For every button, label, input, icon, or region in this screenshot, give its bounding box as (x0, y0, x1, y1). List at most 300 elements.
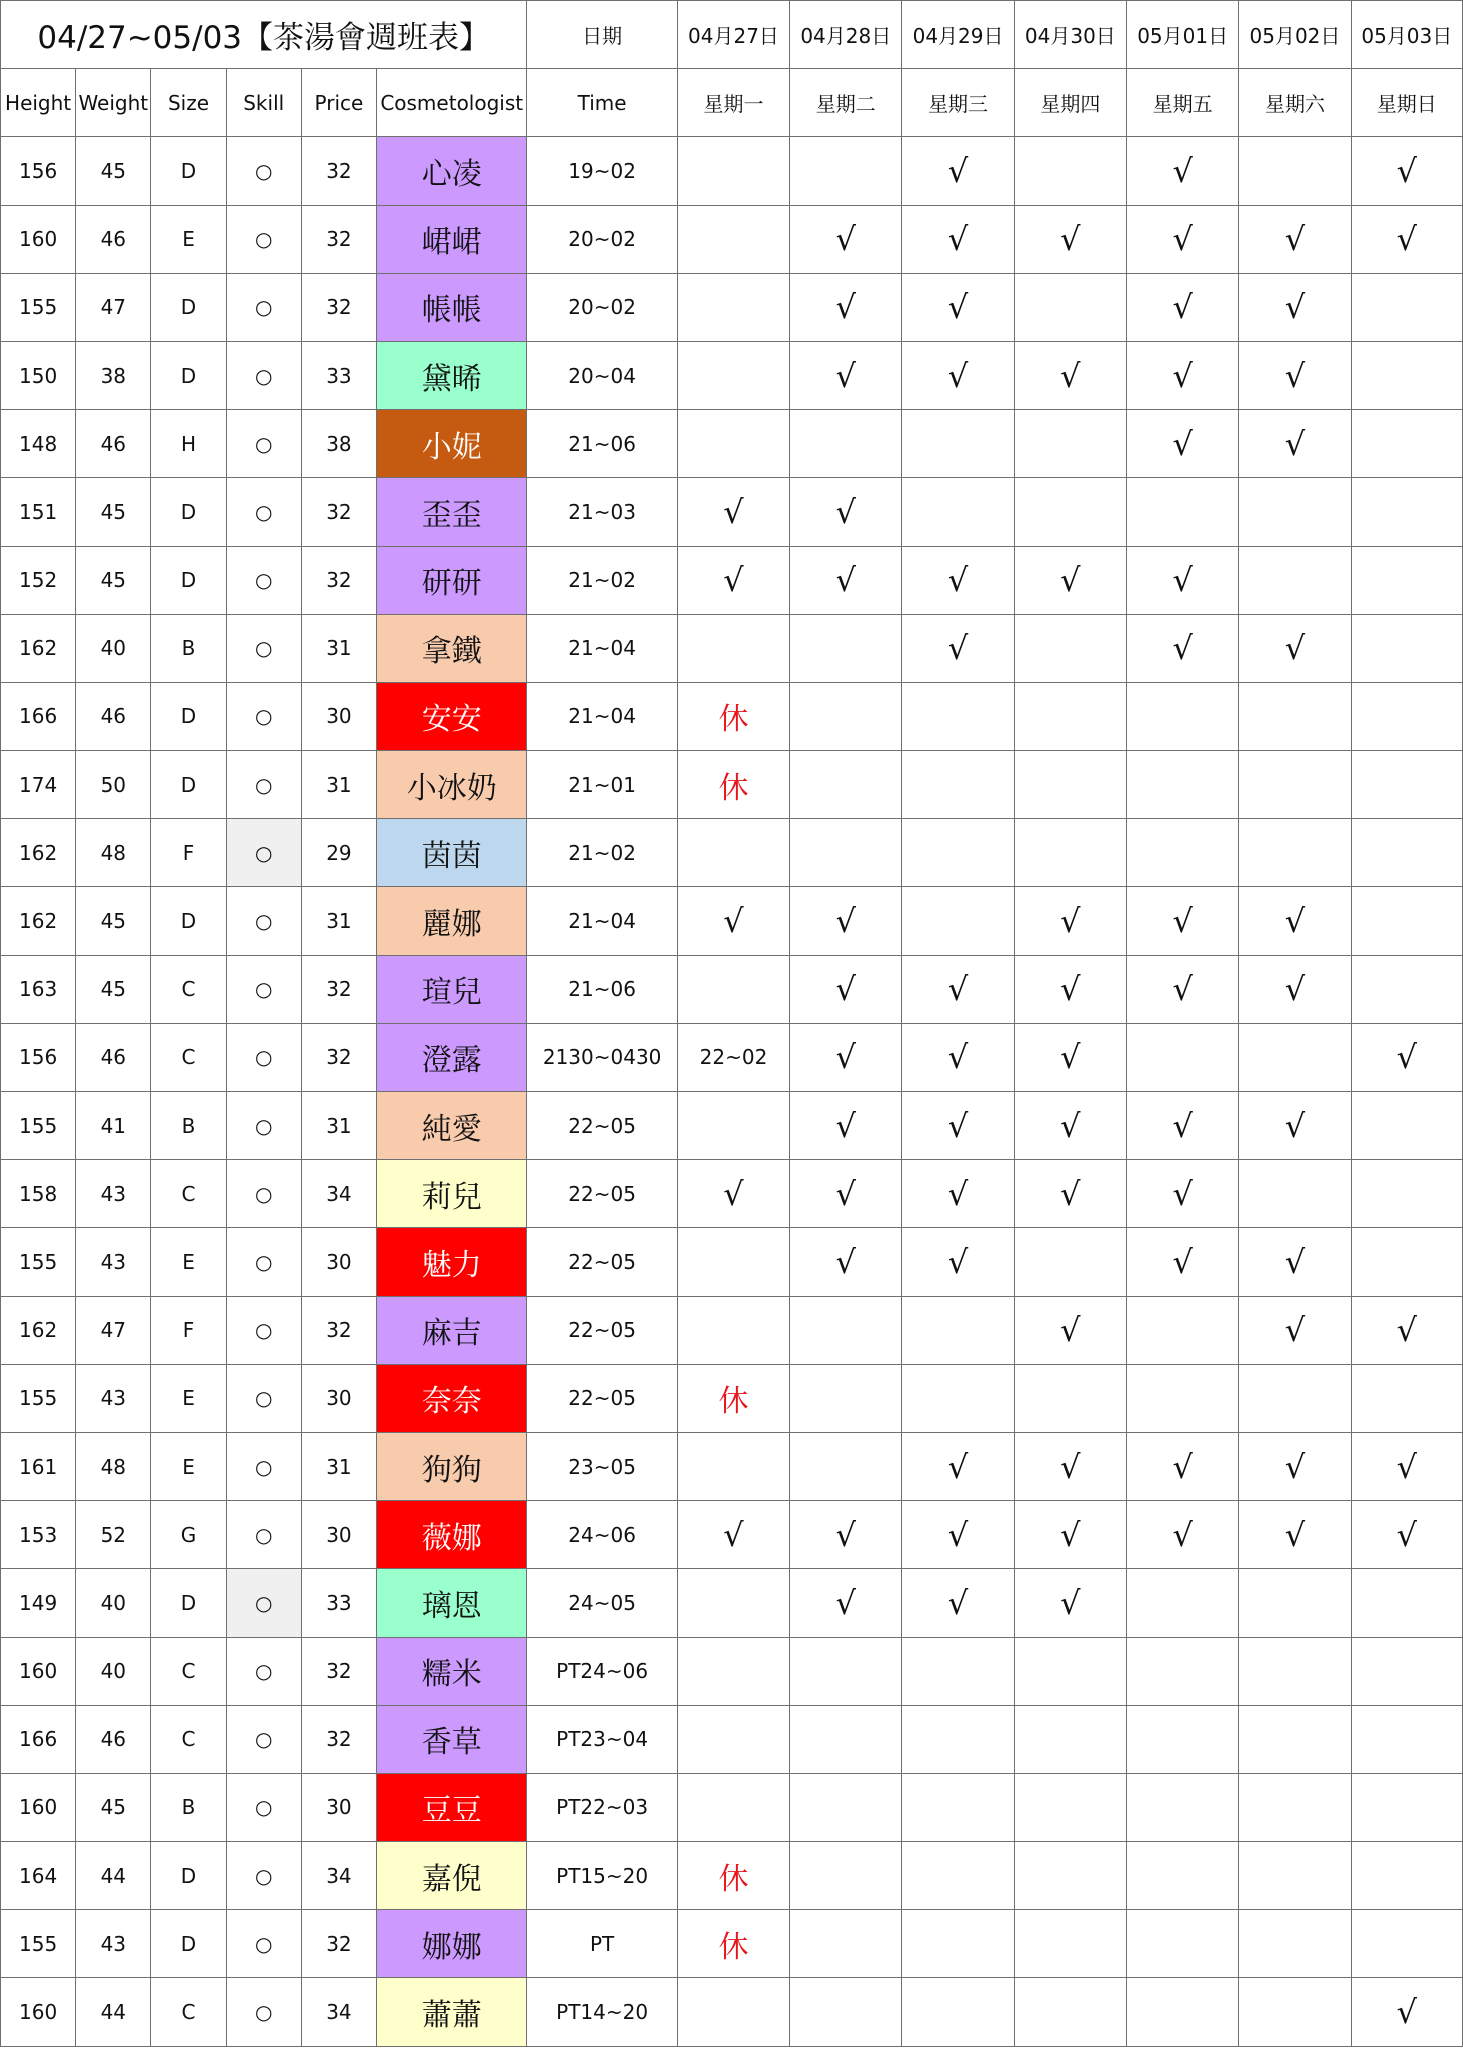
height-cell: 155 (1, 273, 76, 341)
day-cell (790, 1432, 902, 1500)
day-cell (677, 205, 789, 273)
day-cell (677, 410, 789, 478)
weight-cell: 45 (76, 137, 151, 205)
height-cell: 155 (1, 1910, 76, 1978)
day-cell: √ (1127, 1501, 1239, 1569)
day-cell (790, 614, 902, 682)
day-cell: √ (1239, 1432, 1351, 1500)
table-row (1, 1842, 1463, 1910)
weight-cell: 48 (76, 819, 151, 887)
table-row (1, 614, 1463, 682)
day-cell: √ (1239, 1501, 1351, 1569)
day-cell (1127, 1910, 1239, 1978)
day-cell (1014, 1364, 1126, 1432)
day-cell: √ (790, 478, 902, 546)
day-cell (677, 1296, 789, 1364)
day-cell: 休 (677, 751, 789, 819)
time-cell: 2130~0430 (527, 1023, 677, 1091)
price-cell: 29 (301, 819, 376, 887)
day-cell: √ (1127, 546, 1239, 614)
price-cell: 30 (301, 1501, 376, 1569)
weight-cell: 43 (76, 1910, 151, 1978)
table-row (1, 1910, 1463, 1978)
skill-cell: ○ (226, 1228, 301, 1296)
skill-cell: ○ (226, 1637, 301, 1705)
size-cell: G (151, 1501, 226, 1569)
time-cell: PT24~06 (527, 1637, 677, 1705)
height-cell: 152 (1, 546, 76, 614)
day-cell (1239, 478, 1351, 546)
height-cell: 166 (1, 1705, 76, 1773)
table-row (1, 1432, 1463, 1500)
time-cell: 21~02 (527, 546, 677, 614)
day-cell: √ (790, 955, 902, 1023)
size-cell: D (151, 137, 226, 205)
day-cell: √ (1014, 1023, 1126, 1091)
cosmetologist-name: 小冰奶 (377, 751, 527, 819)
time-cell: 19~02 (527, 137, 677, 205)
height-cell: 162 (1, 887, 76, 955)
height-cell: 155 (1, 1364, 76, 1432)
size-cell: D (151, 546, 226, 614)
price-cell: 32 (301, 273, 376, 341)
day-cell (1239, 1842, 1351, 1910)
skill-cell: ○ (226, 1092, 301, 1160)
price-cell: 34 (301, 1842, 376, 1910)
day-cell: 22~02 (677, 1023, 789, 1091)
table-row (1, 1637, 1463, 1705)
skill-cell: ○ (226, 341, 301, 409)
time-cell: 21~02 (527, 819, 677, 887)
day-cell (1239, 819, 1351, 887)
day-cell: √ (1127, 137, 1239, 205)
day-cell (902, 410, 1014, 478)
day-cell (1239, 1569, 1351, 1637)
skill-cell: ○ (226, 819, 301, 887)
day-cell: √ (790, 1092, 902, 1160)
day-cell (902, 682, 1014, 750)
day-cell: √ (1127, 1092, 1239, 1160)
cosmetologist-name: 心凌 (377, 137, 527, 205)
weight-cell: 38 (76, 341, 151, 409)
cosmetologist-name: 帳帳 (377, 273, 527, 341)
day-cell (790, 751, 902, 819)
height-cell: 166 (1, 682, 76, 750)
day-cell: √ (902, 273, 1014, 341)
size-cell: C (151, 1637, 226, 1705)
day-cell (677, 1705, 789, 1773)
day-cell (1239, 1637, 1351, 1705)
day-cell (1014, 819, 1126, 887)
day-cell (902, 478, 1014, 546)
size-cell: D (151, 1910, 226, 1978)
day-cell: √ (1014, 341, 1126, 409)
skill-cell: ○ (226, 1432, 301, 1500)
day-cell (1239, 751, 1351, 819)
time-header: Time (527, 69, 677, 137)
size-cell: C (151, 1705, 226, 1773)
day-cell (1351, 614, 1462, 682)
day-cell (902, 1296, 1014, 1364)
day-cell (790, 1910, 902, 1978)
size-cell: E (151, 205, 226, 273)
cosmetologist-header: Cosmetologist (377, 69, 527, 137)
time-cell: 24~05 (527, 1569, 677, 1637)
day-cell (1127, 1842, 1239, 1910)
day-cell (677, 273, 789, 341)
column-header-row (1, 69, 1463, 137)
table-row (1, 682, 1463, 750)
weight-cell: 48 (76, 1432, 151, 1500)
day-cell (1351, 819, 1462, 887)
cosmetologist-name: 峮峮 (377, 205, 527, 273)
cosmetologist-name: 茵茵 (377, 819, 527, 887)
day-cell: √ (1127, 614, 1239, 682)
day-cell (1127, 819, 1239, 887)
skill-cell: ○ (226, 137, 301, 205)
price-header: Price (301, 69, 376, 137)
height-cell: 148 (1, 410, 76, 478)
table-row (1, 1023, 1463, 1091)
day-cell: √ (790, 1160, 902, 1228)
day-cell (1239, 1978, 1351, 2046)
day-cell: √ (1014, 1569, 1126, 1637)
day-cell (1239, 137, 1351, 205)
size-cell: C (151, 1160, 226, 1228)
height-cell: 162 (1, 614, 76, 682)
table-row (1, 1705, 1463, 1773)
day-cell: √ (1014, 546, 1126, 614)
day-cell (790, 1842, 902, 1910)
day-cell (902, 751, 1014, 819)
cosmetologist-name: 嘉倪 (377, 1842, 527, 1910)
weekday-header: 星期二 (790, 69, 902, 137)
day-cell: √ (677, 478, 789, 546)
time-cell: 24~06 (527, 1501, 677, 1569)
skill-cell: ○ (226, 1501, 301, 1569)
day-cell (790, 819, 902, 887)
day-cell (1127, 1637, 1239, 1705)
height-cell: 156 (1, 1023, 76, 1091)
price-cell: 33 (301, 341, 376, 409)
height-cell: 156 (1, 137, 76, 205)
day-cell: √ (1239, 887, 1351, 955)
date-header: 05月02日 (1239, 1, 1351, 69)
table-row (1, 819, 1463, 887)
day-cell (1014, 410, 1126, 478)
size-cell: D (151, 341, 226, 409)
day-cell: √ (902, 1569, 1014, 1637)
day-cell (1014, 1228, 1126, 1296)
height-cell: 160 (1, 1773, 76, 1841)
day-cell: √ (790, 205, 902, 273)
weight-cell: 44 (76, 1978, 151, 2046)
height-cell: 161 (1, 1432, 76, 1500)
day-cell: √ (1014, 1501, 1126, 1569)
time-cell: PT22~03 (527, 1773, 677, 1841)
day-cell: √ (902, 1501, 1014, 1569)
height-cell: 150 (1, 341, 76, 409)
day-cell (677, 1432, 789, 1500)
cosmetologist-name: 薇娜 (377, 1501, 527, 1569)
day-cell (1014, 682, 1126, 750)
price-cell: 34 (301, 1160, 376, 1228)
weight-cell: 45 (76, 887, 151, 955)
price-cell: 32 (301, 1637, 376, 1705)
table-row (1, 751, 1463, 819)
date-header: 05月01日 (1127, 1, 1239, 69)
size-cell: D (151, 1569, 226, 1637)
date-header: 04月29日 (902, 1, 1014, 69)
time-cell: PT15~20 (527, 1842, 677, 1910)
day-cell: √ (790, 887, 902, 955)
day-cell: √ (1127, 410, 1239, 478)
size-cell: B (151, 1773, 226, 1841)
table-row (1, 887, 1463, 955)
date-label: 日期 (527, 1, 677, 69)
skill-cell: ○ (226, 682, 301, 750)
day-cell (790, 1705, 902, 1773)
weekday-header: 星期五 (1127, 69, 1239, 137)
day-cell (677, 137, 789, 205)
day-cell (1014, 1842, 1126, 1910)
weight-cell: 44 (76, 1842, 151, 1910)
day-cell: √ (1127, 955, 1239, 1023)
date-header: 04月28日 (790, 1, 902, 69)
day-cell (1351, 682, 1462, 750)
price-cell: 30 (301, 1228, 376, 1296)
height-cell: 162 (1, 1296, 76, 1364)
size-cell: F (151, 1296, 226, 1364)
day-cell: √ (1239, 410, 1351, 478)
weight-header: Weight (76, 69, 151, 137)
price-cell: 31 (301, 751, 376, 819)
day-cell (1351, 1160, 1462, 1228)
day-cell (1014, 751, 1126, 819)
weight-cell: 52 (76, 1501, 151, 1569)
day-cell: √ (1014, 1296, 1126, 1364)
cosmetologist-name: 歪歪 (377, 478, 527, 546)
height-cell: 155 (1, 1092, 76, 1160)
skill-cell: ○ (226, 1910, 301, 1978)
day-cell: √ (1127, 1160, 1239, 1228)
skill-cell: ○ (226, 410, 301, 478)
day-cell (677, 1569, 789, 1637)
day-cell (1351, 1637, 1462, 1705)
price-cell: 31 (301, 1092, 376, 1160)
weight-cell: 43 (76, 1160, 151, 1228)
day-cell: √ (1014, 1160, 1126, 1228)
size-cell: C (151, 955, 226, 1023)
day-cell (1351, 955, 1462, 1023)
table-row (1, 410, 1463, 478)
skill-cell: ○ (226, 887, 301, 955)
time-cell: 21~06 (527, 410, 677, 478)
size-cell: C (151, 1978, 226, 2046)
cosmetologist-name: 豆豆 (377, 1773, 527, 1841)
height-cell: 164 (1, 1842, 76, 1910)
cosmetologist-name: 狗狗 (377, 1432, 527, 1500)
height-cell: 160 (1, 205, 76, 273)
day-cell: √ (1014, 1092, 1126, 1160)
weekday-header: 星期三 (902, 69, 1014, 137)
weekday-header: 星期四 (1014, 69, 1126, 137)
price-cell: 32 (301, 546, 376, 614)
day-cell (902, 819, 1014, 887)
day-cell: √ (790, 1023, 902, 1091)
day-cell (1127, 751, 1239, 819)
time-cell: 22~05 (527, 1092, 677, 1160)
day-cell: √ (1127, 1228, 1239, 1296)
weight-cell: 50 (76, 751, 151, 819)
weight-cell: 47 (76, 273, 151, 341)
time-cell: 23~05 (527, 1432, 677, 1500)
weight-cell: 46 (76, 1705, 151, 1773)
size-cell: D (151, 1842, 226, 1910)
day-cell: √ (902, 1023, 1014, 1091)
day-cell (1351, 478, 1462, 546)
day-cell (1351, 1842, 1462, 1910)
time-cell: 22~05 (527, 1228, 677, 1296)
time-cell: 22~05 (527, 1160, 677, 1228)
day-cell (1014, 614, 1126, 682)
day-cell (677, 1978, 789, 2046)
day-cell (902, 1705, 1014, 1773)
skill-cell: ○ (226, 1978, 301, 2046)
price-cell: 32 (301, 1296, 376, 1364)
weight-cell: 43 (76, 1228, 151, 1296)
time-cell: 22~05 (527, 1364, 677, 1432)
day-cell (1127, 478, 1239, 546)
weight-cell: 40 (76, 1569, 151, 1637)
day-cell (1127, 1023, 1239, 1091)
day-cell: √ (1351, 205, 1462, 273)
table-row (1, 1773, 1463, 1841)
day-cell (902, 1842, 1014, 1910)
size-cell: F (151, 819, 226, 887)
skill-cell: ○ (226, 1569, 301, 1637)
cosmetologist-name: 純愛 (377, 1092, 527, 1160)
day-cell: √ (1351, 1978, 1462, 2046)
skill-cell: ○ (226, 1364, 301, 1432)
price-cell: 31 (301, 887, 376, 955)
cosmetologist-name: 莉兒 (377, 1160, 527, 1228)
day-cell: √ (1127, 341, 1239, 409)
height-cell: 163 (1, 955, 76, 1023)
table-row (1, 478, 1463, 546)
day-cell: √ (790, 341, 902, 409)
day-cell (677, 819, 789, 887)
price-cell: 30 (301, 1364, 376, 1432)
table-row (1, 273, 1463, 341)
day-cell: √ (1127, 887, 1239, 955)
day-cell (1351, 273, 1462, 341)
skill-cell: ○ (226, 273, 301, 341)
weight-cell: 46 (76, 410, 151, 478)
size-cell: B (151, 1092, 226, 1160)
cosmetologist-name: 糯米 (377, 1637, 527, 1705)
height-cell: 174 (1, 751, 76, 819)
day-cell: √ (1239, 205, 1351, 273)
day-cell: √ (1239, 1228, 1351, 1296)
day-cell (1014, 1773, 1126, 1841)
day-cell: √ (1239, 273, 1351, 341)
size-cell: D (151, 751, 226, 819)
price-cell: 32 (301, 137, 376, 205)
day-cell (677, 1773, 789, 1841)
day-cell (1014, 1910, 1126, 1978)
day-cell: √ (902, 205, 1014, 273)
weight-cell: 47 (76, 1296, 151, 1364)
table-row (1, 205, 1463, 273)
table-row (1, 1978, 1463, 2046)
day-cell: √ (790, 1228, 902, 1296)
height-cell: 151 (1, 478, 76, 546)
day-cell: √ (1351, 1501, 1462, 1569)
time-cell: 21~04 (527, 682, 677, 750)
day-cell (790, 1773, 902, 1841)
weight-cell: 46 (76, 682, 151, 750)
skill-cell: ○ (226, 1296, 301, 1364)
day-cell (1127, 1569, 1239, 1637)
day-cell (1014, 1705, 1126, 1773)
day-cell: √ (1351, 1296, 1462, 1364)
day-cell (790, 1364, 902, 1432)
day-cell: √ (790, 273, 902, 341)
table-row (1, 1364, 1463, 1432)
weight-cell: 46 (76, 205, 151, 273)
table-row (1, 1228, 1463, 1296)
size-cell: C (151, 1023, 226, 1091)
day-cell (677, 1228, 789, 1296)
day-cell (1239, 1910, 1351, 1978)
size-cell: B (151, 614, 226, 682)
day-cell (1014, 478, 1126, 546)
cosmetologist-name: 黛晞 (377, 341, 527, 409)
day-cell (1351, 1364, 1462, 1432)
size-cell: D (151, 682, 226, 750)
day-cell (902, 1773, 1014, 1841)
day-cell (790, 1637, 902, 1705)
cosmetologist-name: 麗娜 (377, 887, 527, 955)
skill-cell: ○ (226, 751, 301, 819)
price-cell: 32 (301, 1910, 376, 1978)
size-cell: E (151, 1228, 226, 1296)
day-cell (1239, 1705, 1351, 1773)
size-cell: E (151, 1432, 226, 1500)
day-cell (902, 887, 1014, 955)
price-cell: 38 (301, 410, 376, 478)
day-cell (677, 1637, 789, 1705)
day-cell: √ (1014, 887, 1126, 955)
day-cell (1127, 1364, 1239, 1432)
height-cell: 160 (1, 1978, 76, 2046)
skill-header: Skill (226, 69, 301, 137)
day-cell: √ (1239, 614, 1351, 682)
day-cell: √ (677, 887, 789, 955)
day-cell (1014, 1978, 1126, 2046)
day-cell (902, 1910, 1014, 1978)
height-cell: 153 (1, 1501, 76, 1569)
day-cell (790, 410, 902, 478)
skill-cell: ○ (226, 955, 301, 1023)
skill-cell: ○ (226, 614, 301, 682)
size-cell: D (151, 273, 226, 341)
day-cell: √ (902, 341, 1014, 409)
day-cell (790, 1296, 902, 1364)
day-cell: √ (677, 1501, 789, 1569)
day-cell (1351, 751, 1462, 819)
